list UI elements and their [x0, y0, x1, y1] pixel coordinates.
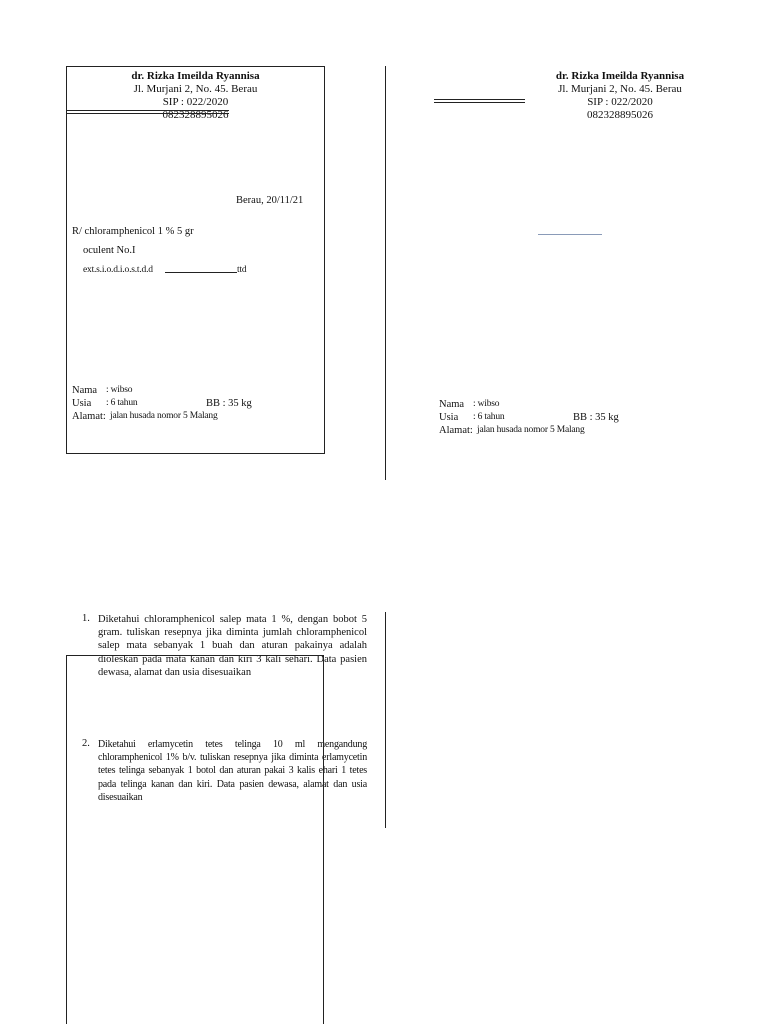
patient-weight: BB : 35 kg: [206, 398, 252, 409]
doctor-sip: SIP : 022/2020: [162, 96, 229, 108]
patient-address-label: Alamat:: [439, 425, 473, 436]
patient-age: : 6 tahun: [473, 412, 505, 422]
patient-name: : wibso: [473, 399, 500, 409]
doctor-name: dr. Rizka Imeilda Ryannisa: [555, 70, 685, 82]
doctor-header: [66, 70, 325, 122]
patient-name-label: Nama: [72, 385, 98, 396]
column-divider: [385, 612, 386, 828]
blank-prescription-frame: [66, 655, 324, 1024]
task-number: 2.: [82, 738, 90, 749]
prescription-date: Berau, 20/11/21: [236, 195, 304, 206]
patient-age-label: Usia: [439, 412, 459, 423]
faint-line: [538, 234, 602, 235]
patient-age-label: Usia: [72, 398, 92, 409]
header-divider: [434, 99, 525, 100]
task-text: Diketahui chloramphenicol salep mata 1 %, dengan bobot 5 gram. tuliskan resepnya jika diminta jumlah chloramphenicol salep mata sebanyak 1 buah dan aturan pakainya adalah dioleskan pada mata kanan dan kiri 3 kali sehari. Data pasien dewasa, alamat dan usia disesuaikan: [98, 614, 367, 678]
header-divider: [66, 113, 229, 114]
doctor-name: dr. Rizka Imeilda Ryannisa: [131, 70, 260, 82]
column-divider: [385, 66, 386, 480]
patient-name: : wibso: [106, 385, 133, 395]
doctor-address: Jl. Murjani 2, No. 45. Berau: [133, 83, 258, 95]
prescription-card-filled: [66, 66, 325, 454]
rx-signa: ext.s.i.o.d.i.o.s.t.d.d: [83, 265, 153, 275]
rx-ttd: ttd: [237, 265, 247, 275]
header-divider: [434, 102, 525, 103]
patient-name-label: Nama: [439, 399, 465, 410]
patient-address: jalan husada nomor 5 Malang: [110, 411, 218, 421]
doctor-phone: 082328895026: [162, 109, 229, 121]
signa-line: [165, 272, 237, 273]
patient-weight: BB : 35 kg: [573, 412, 619, 423]
task-text: Diketahui erlamycetin tetes telinga 10 ml mengandung chloramphenicol 1% b/v. tuliskan resepnya jika diminta erlamycetin tetes telinga sebanyak 1 botol dan aturan pakai 3 kalis ehari 1 tetes pada telinga kanan dan kiri. Data pasien dewasa, alamat dan usia disesuaikan: [98, 739, 367, 803]
doctor-address: Jl. Murjani 2, No. 45. Berau: [558, 83, 682, 95]
doctor-phone: 082328895026: [587, 109, 653, 121]
doctor-header-2: [500, 70, 740, 122]
patient-address: jalan husada nomor 5 Malang: [477, 425, 585, 435]
patient-address-label: Alamat:: [72, 411, 106, 422]
doctor-sip: SIP : 022/2020: [587, 96, 653, 108]
patient-age: : 6 tahun: [106, 398, 138, 408]
task-number: 1.: [82, 613, 90, 624]
rx-line: R/ chloramphenicol 1 % 5 gr: [72, 226, 194, 237]
header-divider: [66, 110, 229, 111]
rx-quantity: oculent No.I: [83, 245, 136, 256]
